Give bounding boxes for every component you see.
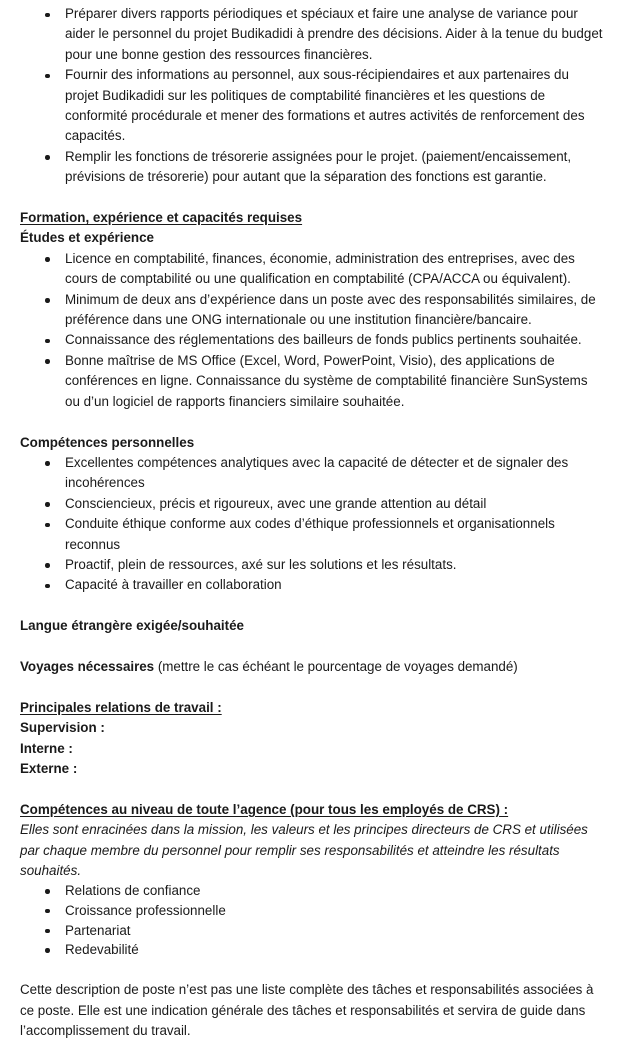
bullet-icon [45, 502, 50, 507]
qualifications-section [20, 208, 605, 412]
agency-competencies-heading-wrap [20, 800, 605, 820]
list-item-text: Proactif, plein de ressources, axé sur les solutions et les résultats. [65, 556, 457, 572]
travel-line [20, 657, 605, 677]
heading-work-relations: Principales relations de travail : [20, 699, 222, 715]
agency-competencies-list [20, 881, 605, 959]
list-item [20, 65, 605, 147]
bullet-icon [45, 257, 50, 262]
list-item [20, 514, 605, 555]
list-item-text: Minimum de deux ans d’expérience dans un poste avec des responsabilités similaires, de préférence dans une ONG internationale ou une institution financière/bancaire. [65, 291, 596, 328]
list-item [20, 330, 605, 350]
heading-agency-competencies: Compétences au niveau de toute l’agence (pour tous les employés de CRS) : [20, 801, 509, 817]
bullet-icon [45, 74, 50, 79]
list-item [20, 290, 605, 331]
work-relations-section [20, 698, 605, 780]
work-relations-supervision: Supervision : [20, 720, 105, 736]
heading-language-requirement: Langue étrangère exigée/souhaitée [20, 618, 244, 634]
spacer [20, 677, 605, 697]
list-item-text: Fournir des informations au personnel, aux sous-récipiendaires et aux partenaires du projet Budikadidi sur les politiques de comptabilité financières et les questions de conformité procédurale et mener des formations et autres activités de renforcement des capacités. [65, 67, 585, 144]
bullet-icon [45, 563, 50, 568]
bullet-icon [45, 155, 50, 160]
list-item-text: Bonne maîtrise de MS Office (Excel, Word, PowerPoint, Visio), des applications de conférences en ligne. Connaissance du système de comptabilité financière SunSystems ou d’un logiciel de rapports financiers similaire souhaitée. [65, 352, 588, 409]
spacer [20, 188, 605, 208]
qualifications-list [20, 249, 605, 412]
spacer [20, 596, 605, 616]
responsibilities-list [20, 4, 605, 188]
list-item-text: Consciencieux, précis et rigoureux, avec une grande attention au détail [65, 495, 487, 511]
bullet-icon [45, 523, 50, 528]
list-item [20, 351, 605, 412]
travel-note: (mettre le cas échéant le pourcentage de voyages demandé) [154, 658, 518, 674]
list-item-text: Conduite éthique conforme aux codes d’éthique professionnels et organisationnels reconnus [65, 516, 555, 552]
spacer [20, 779, 605, 799]
list-item [20, 249, 605, 290]
list-item [20, 881, 605, 901]
list-item-text: Partenariat [65, 922, 131, 938]
bullet-icon [45, 909, 50, 914]
bullet-icon [45, 929, 50, 934]
list-item [20, 4, 605, 65]
heading-personal-skills: Compétences personnelles [20, 434, 195, 450]
list-item-text: Croissance professionnelle [65, 902, 226, 918]
list-item-text: Connaissance des réglementations des bailleurs de fonds publics pertinents souhaitée. [65, 332, 582, 348]
travel-label: Voyages nécessaires [20, 658, 155, 674]
list-item-text: Excellentes compétences analytiques avec la capacité de détecter et de signaler des incohérences [65, 454, 569, 491]
bullet-icon [45, 298, 50, 303]
list-item [20, 494, 605, 514]
spacer [20, 960, 605, 980]
list-item-text: Préparer divers rapports périodiques et spéciaux et faire une analyse de variance pour aider le personnel du projet Budikadidi à prendre des décisions. Aider à la tenue du budget pour une bonne gestion des ressources financières. [65, 6, 603, 62]
list-item-text: Licence en comptabilité, finances, économie, administration des entreprises, avec des cours de comptabilité ou une qualification en comptabilité (CPA/ACCA ou équivalent). [65, 250, 575, 287]
agency-competencies-section [20, 800, 605, 960]
list-item [20, 921, 605, 941]
bullet-icon [45, 948, 50, 953]
list-item [20, 147, 605, 188]
subheading-studies-experience: Études et expérience [20, 230, 154, 246]
personal-skills-section [20, 433, 605, 596]
work-relations-internal: Interne : [20, 740, 73, 756]
list-item [20, 575, 605, 595]
bullet-icon [45, 359, 50, 364]
spacer [20, 412, 605, 432]
agency-competencies-intro: Elles sont enracinées dans la mission, les valeurs et les principes directeurs de CRS et utilisées par chaque membre du personnel pour remplir ses responsabilités et atteindre les résultats souhaités. [20, 822, 588, 878]
qualifications-heading-wrap [20, 208, 605, 228]
bullet-icon [45, 461, 50, 466]
work-relations-heading-wrap [20, 698, 605, 718]
list-item [20, 940, 605, 960]
list-item-text: Remplir les fonctions de trésorerie assignées pour le projet. (paiement/encaissement, prévisions de trésorerie) pour autant que la séparation des fonctions est garantie. [65, 148, 572, 185]
disclaimer-paragraph: Cette description de poste n’est pas une liste complète des tâches et responsabilités associées à ce poste. Elle est une indication générale des tâches et responsabilités et servira de guide dans l’accomplissement du travail. [20, 982, 594, 1038]
bullet-icon [45, 339, 50, 344]
list-item-text: Capacité à travailler en collaboration [65, 577, 282, 593]
list-item-text: Relations de confiance [65, 883, 201, 899]
list-item [20, 555, 605, 575]
work-relations-external: Externe : [20, 760, 78, 776]
section-heading-qualifications: Formation, expérience et capacités requises [20, 210, 303, 226]
spacer [20, 637, 605, 657]
bullet-icon [45, 584, 50, 589]
list-item [20, 453, 605, 494]
bullet-icon [45, 13, 50, 18]
list-item-text: Redevabilité [65, 942, 139, 958]
bullet-icon [45, 889, 50, 894]
personal-skills-list [20, 453, 605, 596]
